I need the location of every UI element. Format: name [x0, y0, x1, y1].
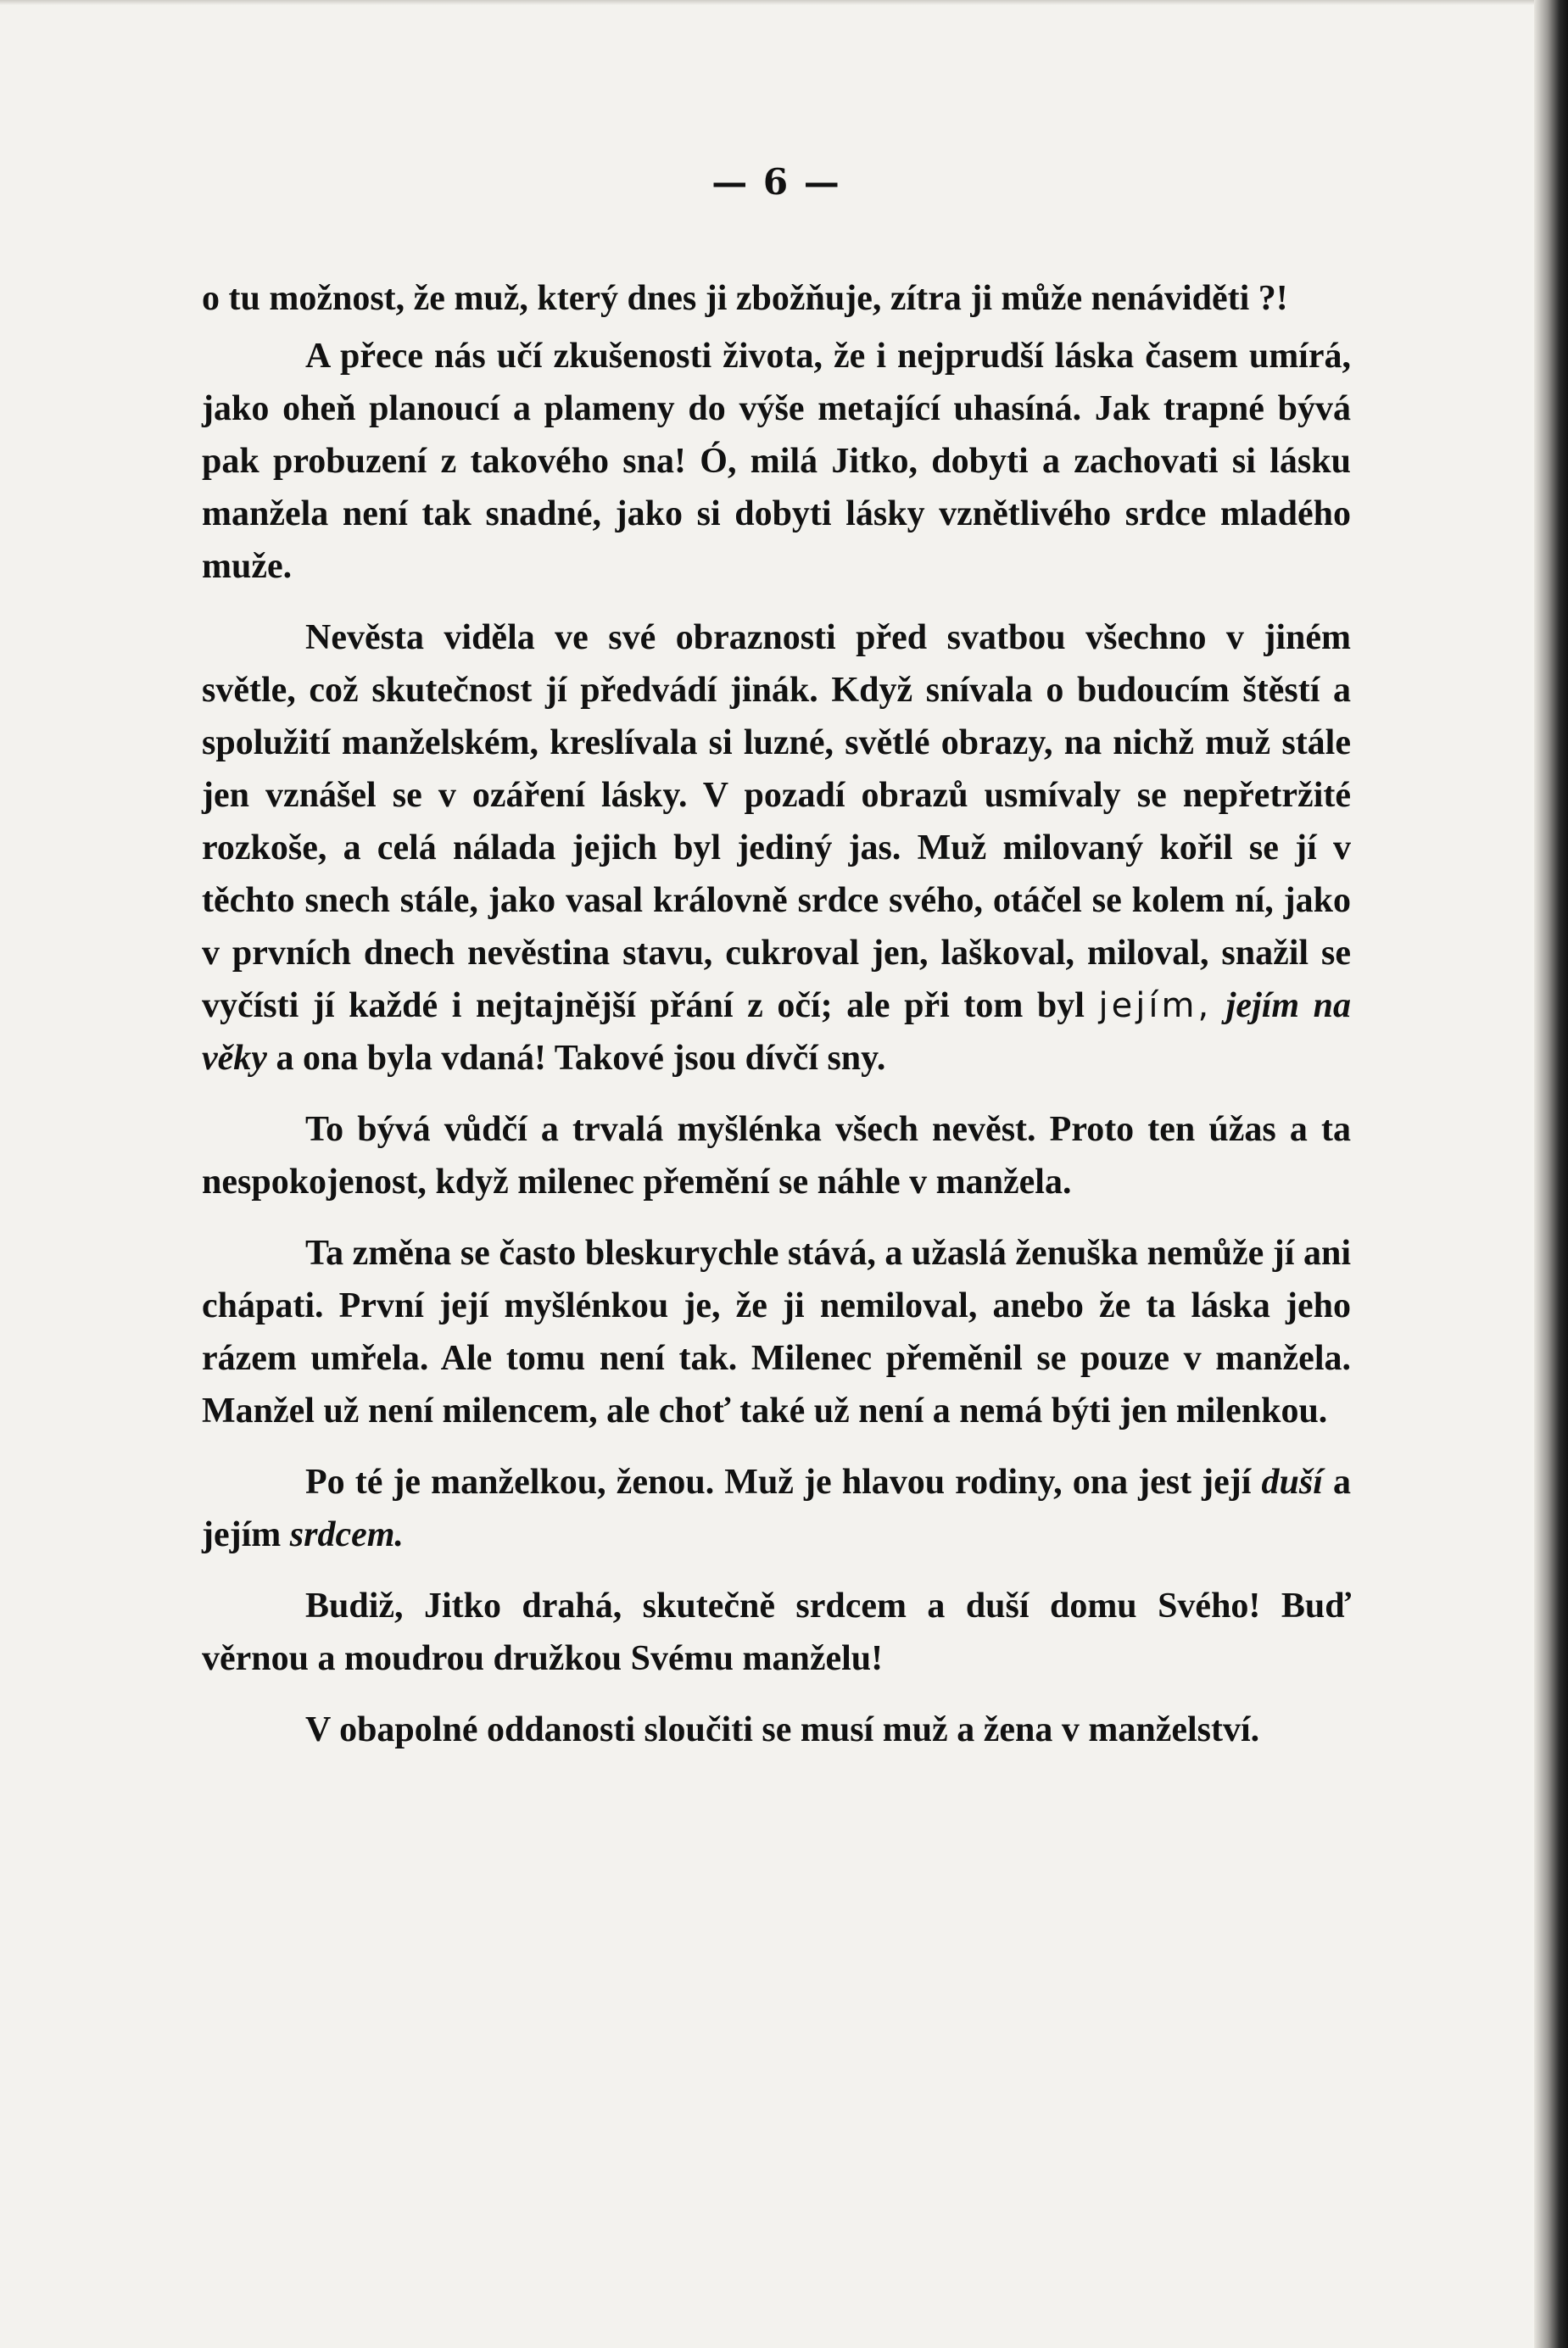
paragraph-3-spaced-word: jejím,	[1098, 986, 1213, 1025]
page-body	[202, 272, 1351, 1756]
paragraph-7: Budiž, Jitko drahá, skutečně srdcem a duší domu Svého! Buď věrnou a moudrou družkou Svému manželu!	[202, 1587, 1351, 1678]
paragraph-6-mid: a jejím	[202, 1463, 1351, 1554]
page-number: — 6 —	[711, 161, 841, 203]
paragraph-6	[202, 1456, 1351, 1561]
paragraph-6-italic-2: srdcem.	[289, 1515, 404, 1554]
paragraph-6-italic-1: duší	[1261, 1463, 1323, 1502]
paragraph-6-text: Po té je manželkou, ženou. Muž je hlavou rodiny, ona jest její	[305, 1463, 1252, 1502]
paragraph-3	[202, 611, 1351, 1085]
paragraph-4: To bývá vůdčí a trvalá myšlénka všech nevěst. Proto ten úžas a ta nespokojenost, když milenec přemění se náhle v manžela.	[202, 1110, 1351, 1202]
paragraph-3-end: a ona byla vdaná! Takové jsou dívčí sny.	[276, 1039, 886, 1078]
paragraph-3-text: Nevěsta viděla ve své obraznosti před svatbou všechno v jiném světle, což skutečnost jí předvádí jinák. Když snívala o budoucím štěstí a spolužití manželském, kreslívala si luzné, světlé obrazy, na nichž muž stále jen vznášel se v ozáření lásky. V pozadí obrazů usmívaly se nepřetržité rozkoše, a celá nálada jejich byl jediný jas. Muž milovaný kořil se jí v těchto snech stále, jako vasal královně srdce svého, otáčel se kolem ní, jako v prvních dnech nevěstina stavu, cukroval jen, laškoval, miloval, snažil se vyčísti jí každé i nejtajnější přání z očí; ale při tom byl	[202, 618, 1351, 1025]
paragraph-8: V obapolné oddanosti sloučiti se musí muž a žena v manželství.	[305, 1710, 1260, 1749]
book-page	[202, 161, 1351, 1761]
scan-edge-right	[1534, 0, 1568, 2348]
paragraph-5: Ta změna se často bleskurychle stává, a užaslá ženuška nemůže jí ani chápati. První její myšlénkou je, že ji nemiloval, anebo že ta láska jeho rázem umřela. Ale tomu není tak. Milenec přeměnil se pouze v manžela. Manžel už není milencem, ale choť také už není a nemá býti jen milenkou.	[202, 1234, 1351, 1431]
paragraph-3-italic: jejím na věky	[202, 986, 1352, 1078]
paragraph-2: A přece nás učí zkušenosti života, že i nejprudší láska časem umírá, jako oheň planoucí a plameny do výše metající uhasíná. Jak trapné bývá pak probuzení z takového sna! Ó, milá Jitko, dobyti a zachovati si lásku manžela není tak snadné, jako si dobyti lásky vznětlivého srdce mladého muže.	[202, 337, 1351, 586]
paragraph-1: o tu možnost, že muž, který dnes ji zbožňuje, zítra ji může nenáviděti ?!	[202, 279, 1288, 318]
scan-edge-top	[0, 0, 1568, 5]
